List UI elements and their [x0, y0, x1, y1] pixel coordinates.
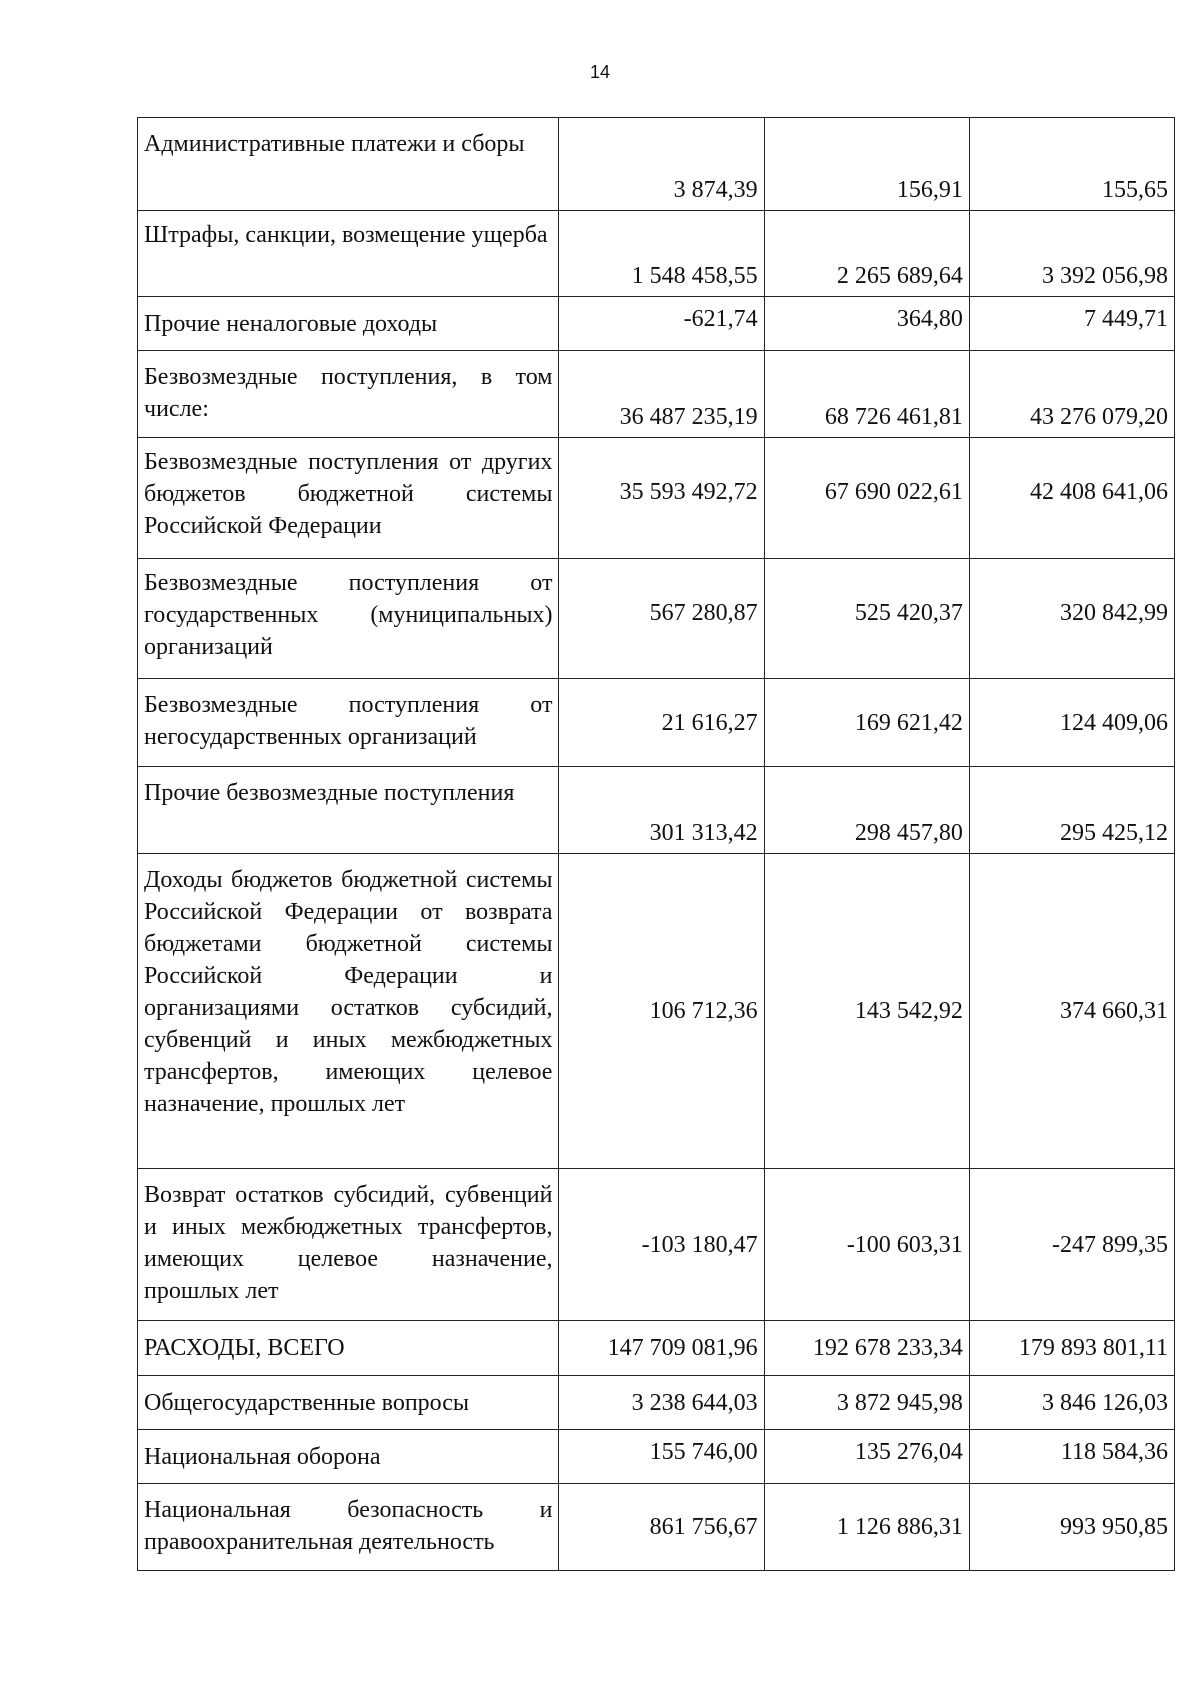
value-cell: 567 280,87 — [559, 559, 764, 679]
value-cell: 192 678 233,34 — [764, 1321, 969, 1376]
value-cell: 156,91 — [764, 118, 969, 211]
value-cell: 169 621,42 — [764, 679, 969, 767]
value-cell: 295 425,12 — [969, 767, 1174, 854]
value-cell: 36 487 235,19 — [559, 351, 764, 438]
value-cell: 147 709 081,96 — [559, 1321, 764, 1376]
row-label: Безвозмездные поступления от негосударственных организаций — [138, 679, 559, 767]
value-cell: 124 409,06 — [969, 679, 1174, 767]
table-row — [138, 767, 1175, 854]
value-cell: 35 593 492,72 — [559, 438, 764, 559]
value-cell: 374 660,31 — [969, 854, 1174, 1169]
row-label: Возврат остатков субсидий, субвенций и иных межбюджетных трансфертов, имеющих целевое назначение, прошлых лет — [138, 1169, 559, 1321]
table-row — [138, 211, 1175, 297]
row-label: Прочие неналоговые доходы — [138, 297, 559, 351]
value-cell: 525 420,37 — [764, 559, 969, 679]
value-cell: 861 756,67 — [559, 1484, 764, 1571]
row-label: Доходы бюджетов бюджетной системы Российской Федерации от возврата бюджетами бюджетной системы Российской Федерации и организациями остатков субсидий, субвенций и иных межбюджетных трансфертов, имеющих целевое назначение, прошлых лет — [138, 854, 559, 1169]
value-cell: -103 180,47 — [559, 1169, 764, 1321]
row-label: Национальная оборона — [138, 1430, 559, 1484]
row-label: Штрафы, санкции, возмещение ущерба — [138, 211, 559, 297]
value-cell: 155,65 — [969, 118, 1174, 211]
budget-table — [137, 117, 1175, 1571]
value-cell: 298 457,80 — [764, 767, 969, 854]
value-cell: 67 690 022,61 — [764, 438, 969, 559]
value-cell: 155 746,00 — [559, 1430, 764, 1484]
value-cell: 179 893 801,11 — [969, 1321, 1174, 1376]
row-label: Безвозмездные поступления от других бюджетов бюджетной системы Российской Федерации — [138, 438, 559, 559]
table-row — [138, 351, 1175, 438]
table-row — [138, 1430, 1175, 1484]
value-cell: 143 542,92 — [764, 854, 969, 1169]
value-cell: 68 726 461,81 — [764, 351, 969, 438]
value-cell: 2 265 689,64 — [764, 211, 969, 297]
value-cell: 21 616,27 — [559, 679, 764, 767]
value-cell: 43 276 079,20 — [969, 351, 1174, 438]
value-cell: -100 603,31 — [764, 1169, 969, 1321]
table-row — [138, 297, 1175, 351]
table-row — [138, 679, 1175, 767]
value-cell: 42 408 641,06 — [969, 438, 1174, 559]
row-label: Безвозмездные поступления от государственных (муниципальных) организаций — [138, 559, 559, 679]
table-row — [138, 118, 1175, 211]
value-cell: 364,80 — [764, 297, 969, 351]
row-label: РАСХОДЫ, ВСЕГО — [138, 1321, 559, 1376]
row-label: Общегосударственные вопросы — [138, 1376, 559, 1430]
value-cell: 135 276,04 — [764, 1430, 969, 1484]
row-label: Национальная безопасность и правоохранительная деятельность — [138, 1484, 559, 1571]
table-row — [138, 1169, 1175, 1321]
value-cell: 301 313,42 — [559, 767, 764, 854]
value-cell: 3 874,39 — [559, 118, 764, 211]
value-cell: 7 449,71 — [969, 297, 1174, 351]
value-cell: 1 126 886,31 — [764, 1484, 969, 1571]
value-cell: -247 899,35 — [969, 1169, 1174, 1321]
table-row — [138, 1376, 1175, 1430]
table-row — [138, 559, 1175, 679]
row-label: Прочие безвозмездные поступления — [138, 767, 559, 854]
table-row — [138, 854, 1175, 1169]
value-cell: 3 238 644,03 — [559, 1376, 764, 1430]
value-cell: -621,74 — [559, 297, 764, 351]
page-number: 14 — [589, 62, 611, 82]
row-label: Административные платежи и сборы — [138, 118, 559, 211]
table-row — [138, 1321, 1175, 1376]
value-cell: 106 712,36 — [559, 854, 764, 1169]
value-cell: 3 846 126,03 — [969, 1376, 1174, 1430]
value-cell: 993 950,85 — [969, 1484, 1174, 1571]
value-cell: 320 842,99 — [969, 559, 1174, 679]
table-row — [138, 438, 1175, 559]
value-cell: 3 872 945,98 — [764, 1376, 969, 1430]
value-cell: 3 392 056,98 — [969, 211, 1174, 297]
value-cell: 1 548 458,55 — [559, 211, 764, 297]
row-label: Безвозмездные поступления, в том числе: — [138, 351, 559, 438]
value-cell: 118 584,36 — [969, 1430, 1174, 1484]
table-row — [138, 1484, 1175, 1571]
